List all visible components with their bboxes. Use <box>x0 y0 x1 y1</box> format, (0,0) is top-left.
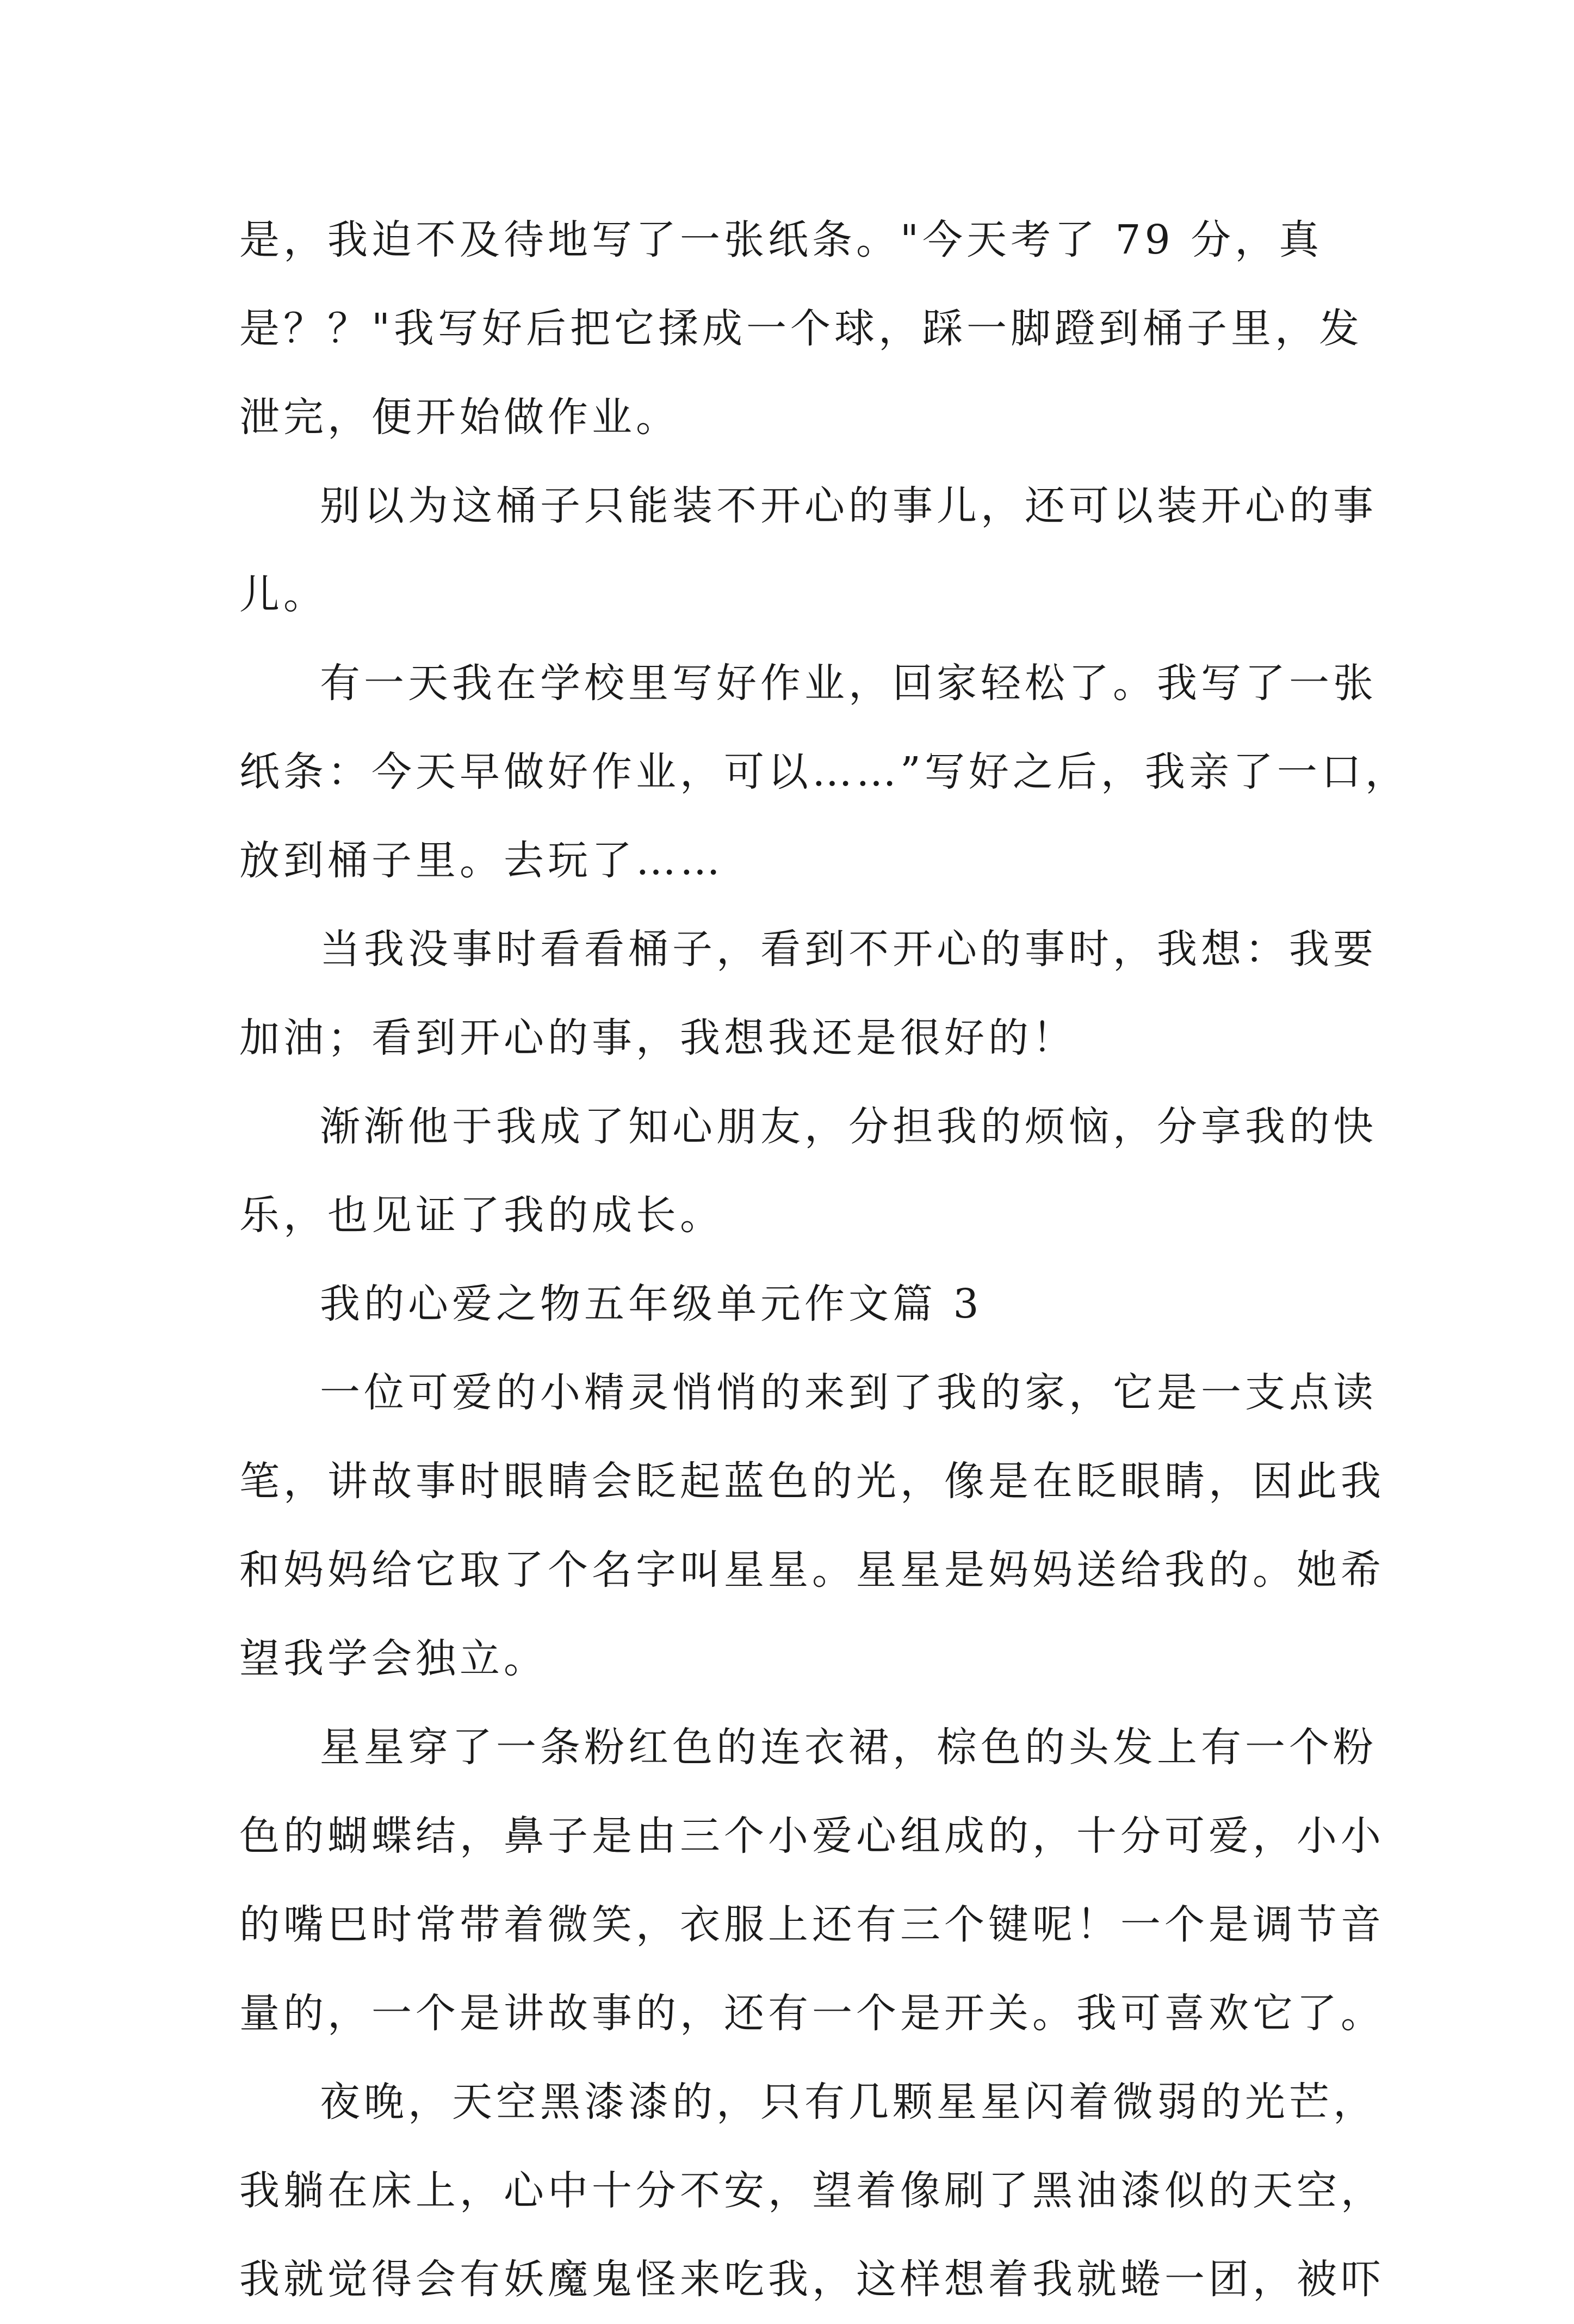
text-line: 我躺在床上，心中十分不安，望着像刷了黑油漆似的天空， <box>239 2167 1385 2214</box>
text-line: 笔，讲故事时眼睛会眨起蓝色的光，像是在眨眼睛，因此我 <box>239 1458 1385 1505</box>
text-line: 我就觉得会有妖魔鬼怪来吃我，这样想着我就蜷一团，被吓 <box>239 2256 1385 2303</box>
paragraph <box>239 905 1377 1083</box>
text-line: 当我没事时看看桶子，看到不开心的事时，我想：我要 <box>320 926 1377 973</box>
text-line: 色的蝴蝶结，鼻子是由三个小爱心组成的，十分可爱，小小 <box>239 1813 1385 1859</box>
paragraph <box>239 462 1377 639</box>
text-line: 是？？"我写好后把它揉成一个球，踩一脚蹬到桶子里，发 <box>239 305 1364 352</box>
text-line: 放到桶子里。去玩了…… <box>239 837 724 884</box>
text-line: 一位可爱的小精灵悄悄的来到了我的家，它是一支点读 <box>320 1369 1377 1416</box>
paragraph <box>239 2058 1385 2324</box>
text-line: 望我学会独立。 <box>239 1635 548 1682</box>
text-line: 泄完，便开始做作业。 <box>239 394 680 441</box>
text-line: 和妈妈给它取了个名字叫星星。星星是妈妈送给我的。她希 <box>239 1547 1385 1593</box>
text-line: 儿。 <box>239 571 327 618</box>
paragraph <box>239 1703 1385 2058</box>
text-line: 纸条：今天早做好作业，可以……”写好之后，我亲了一口， <box>239 749 1409 795</box>
paragraph-continuation <box>239 196 1364 462</box>
text-line: 星星穿了一条粉红色的连衣裙，棕色的头发上有一个粉 <box>320 1724 1377 1771</box>
text-line: 夜晚，天空黑漆漆的，只有几颗星星闪着微弱的光芒， <box>320 2079 1377 2125</box>
paragraph <box>239 639 1409 905</box>
paragraph <box>239 1083 1377 1260</box>
text-line: 量的，一个是讲故事的，还有一个是开关。我可喜欢它了。 <box>239 1990 1385 2037</box>
section-heading <box>239 1260 1343 1349</box>
text-line: 加油；看到开心的事，我想我还是很好的！ <box>239 1015 1076 1061</box>
document-body <box>239 196 1409 2324</box>
text-line: 是，我迫不及待地写了一张纸条。"今天考了 79 分，真 <box>239 217 1323 263</box>
text-line: 的嘴巴时常带着微笑，衣服上还有三个键呢！一个是调节音 <box>239 1901 1385 1948</box>
text-line: 渐渐他于我成了知心朋友，分担我的烦恼，分享我的快 <box>320 1103 1377 1150</box>
text-line: 乐，也见证了我的成长。 <box>239 1192 724 1239</box>
paragraph <box>239 1349 1385 1703</box>
text-line: 别以为这桶子只能装不开心的事儿，还可以装开心的事 <box>320 483 1377 529</box>
heading-text: 我的心爱之物五年级单元作文篇 3 <box>320 1281 983 1327</box>
text-line: 有一天我在学校里写好作业，回家轻松了。我写了一张 <box>320 660 1377 707</box>
